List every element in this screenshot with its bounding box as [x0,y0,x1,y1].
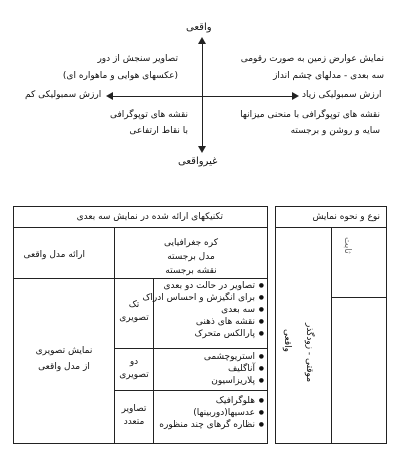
list-item: کره جغرافیایی [164,238,218,248]
dual-image-label: دو تصویری [119,357,149,380]
list-item: نقشه برجسته [165,266,217,276]
list-item: ● پلاریزاسیون [154,375,264,387]
list-item: ● پارالکس متحرک [154,328,264,340]
multi-image-items [154,395,264,431]
list-item: ● آناگلیف [154,363,264,375]
techniques-table [13,206,268,444]
quadrant-bottom-right: نقشه های توپوگرافی با منحنی میزانها سایه و روشن و برجسته [240,110,380,136]
axis-arrow-left [106,92,113,100]
axis-label-left: ارزش سمبولیکی کم [25,90,102,100]
row-real-model-label: ارائه مدل واقعی [23,250,85,260]
axis-arrow-down [198,146,206,153]
axis-label-bottom: غیرواقعی [178,156,218,167]
list-item: ● استریوچشمی [154,351,264,363]
quadrant-bottom-left: نقشه های توپوگرافی با نقاط ارتفاعی [109,110,188,136]
list-item: مدل برجسته [167,252,215,262]
axis-label-top: واقعی [186,22,212,33]
multi-image-label: تصاویر متعدد [121,404,147,427]
display-type-header: نوع و نحوه نمایش [276,207,386,228]
single-image-label: تک تصویری [119,300,149,323]
dual-image-items [154,351,264,387]
list-item: ● نقشه های ذهنی [154,316,264,328]
techniques-table-header: تکنیکهای ارائه شده در نمایش سه بعدی [14,207,267,228]
list-item: ● برای انگیزش و احساس ادراک [154,292,264,304]
axis-arrow-up [198,37,206,44]
quadrant-top-right: نمایش عوارض زمین به صورت رقومی سه بعدی - مدلهای چشم انداز [240,54,384,81]
axis-arrow-right [292,92,299,100]
list-item: ● سه بعدی [154,304,264,316]
single-image-items [142,280,264,340]
horizontal-axis [111,96,294,97]
list-item: ● هلوگرافیک [154,395,264,407]
temporary-label: موقتی - زودگذر [304,323,314,383]
list-item: ● عدسیها(دوربینها) [154,407,264,419]
quadrant-top-left: تصاویر سنجش از دور (عکسهای هوایی و ماهواره ای) [62,54,178,81]
axis-label-right: ارزش سمبولیکی زیاد [302,90,382,100]
row-real-model-items [115,237,267,277]
row-pictorial-label: نمایش تصویری از مدل واقعی [35,346,93,372]
static-label: ثابت [342,237,352,254]
real-label: واقعی [282,329,292,352]
list-item: ● نظاره گرهای چند منظوره [154,419,264,431]
display-type-table [275,206,387,444]
list-item: ● تصاویر در حالت دو بعدی [154,280,264,292]
